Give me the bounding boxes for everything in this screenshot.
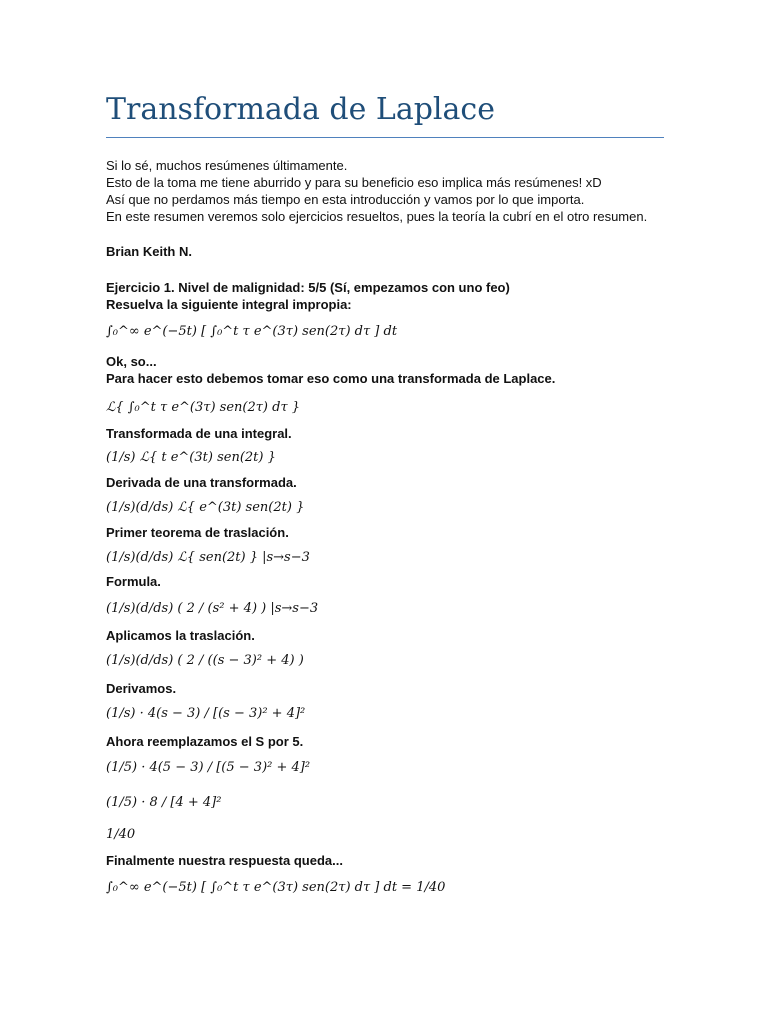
math-line-7: (1/s)(d/ds) ( 2 / ((s − 3)² + 4) ): [106, 653, 304, 668]
intro-line-4: En este resumen veremos solo ejercicios resueltos, pues la teoría la cubrí en el otro resumen.: [106, 209, 648, 224]
step-text-10: Ahora reemplazamos el S por 5.: [106, 734, 304, 749]
math-line-12: ∫₀^∞ e^(−5t) [ ∫₀^t τ e^(3τ) sen(2τ) dτ ] dt = 1/40: [106, 880, 446, 895]
intro-line-1: Si lo sé, muchos resúmenes últimamente.: [106, 158, 348, 173]
step-text-11: Finalmente nuestra respuesta queda...: [106, 853, 343, 868]
author: Brian Keith N.: [106, 244, 192, 259]
exercise-heading: Ejercicio 1. Nivel de malignidad: 5/5 (Sí, empezamos con uno feo): [106, 280, 510, 295]
math-line-4: (1/s)(d/ds) ℒ{ e^(3t) sen(2t) }: [106, 500, 305, 515]
step-text-7: Formula.: [106, 574, 161, 589]
step-text-6: Primer teorema de traslación.: [106, 525, 289, 540]
step-text-5: Derivada de una transformada.: [106, 475, 297, 490]
math-line-6: (1/s)(d/ds) ( 2 / (s² + 4) ) |s→s−3: [106, 601, 319, 616]
step-text-9: Derivamos.: [106, 681, 177, 696]
math-line-3: (1/s) ℒ{ t e^(3t) sen(2t) }: [106, 450, 276, 465]
step-text-2: Ok, so...: [106, 354, 157, 369]
math-line-1: ∫₀^∞ e^(−5t) [ ∫₀^t τ e^(3τ) sen(2τ) dτ ] dt: [106, 324, 398, 339]
step-text-4: Transformada de una integral.: [106, 426, 292, 441]
document-title: Transformada de Laplace: [106, 92, 495, 127]
intro-line-3: Así que no perdamos más tiempo en esta introducción y vamos por lo que importa.: [106, 192, 585, 207]
title-underline: [106, 137, 664, 138]
math-line-11: 1/40: [106, 827, 136, 842]
math-line-8: (1/s) · 4(s − 3) / [(s − 3)² + 4]²: [106, 706, 306, 721]
math-line-5: (1/s)(d/ds) ℒ{ sen(2t) } |s→s−3: [106, 550, 310, 565]
intro-line-2: Esto de la toma me tiene aburrido y para su beneficio eso implica más resúmenes! xD: [106, 175, 602, 190]
step-text-1: Resuelva la siguiente integral impropia:: [106, 297, 352, 312]
math-line-10: (1/5) · 8 / [4 + 4]²: [106, 795, 222, 810]
step-text-3: Para hacer esto debemos tomar eso como una transformada de Laplace.: [106, 371, 556, 386]
math-line-2: ℒ{ ∫₀^t τ e^(3τ) sen(2τ) dτ }: [106, 400, 301, 415]
math-line-9: (1/5) · 4(5 − 3) / [(5 − 3)² + 4]²: [106, 760, 311, 775]
step-text-8: Aplicamos la traslación.: [106, 628, 255, 643]
